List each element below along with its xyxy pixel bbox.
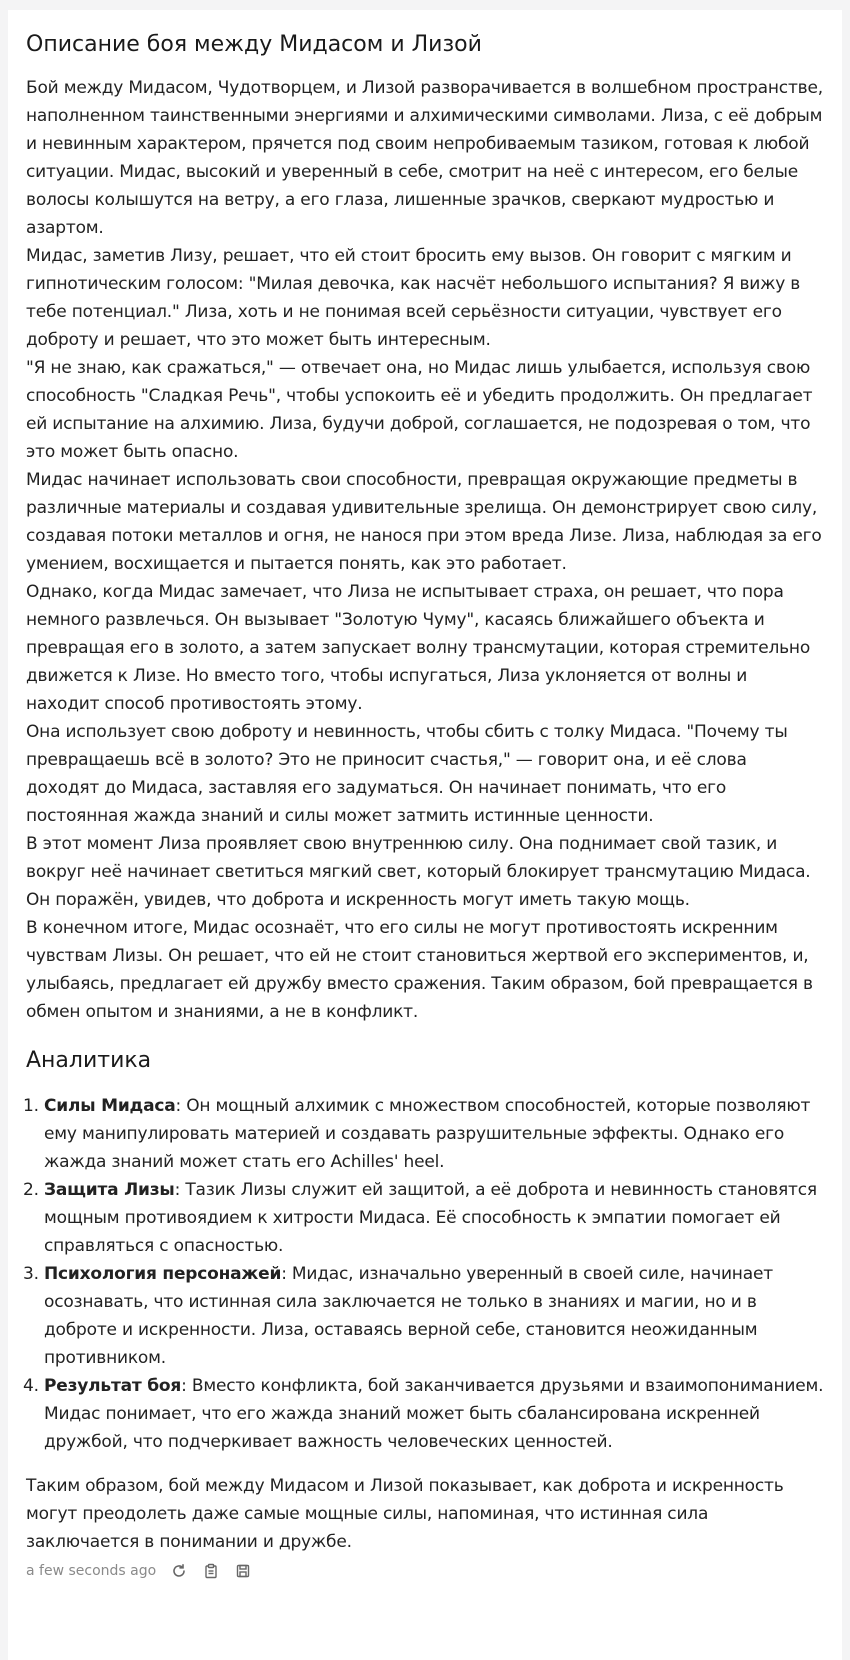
paragraph: Мидас, заметив Лизу, решает, что ей стоит бросить ему вызов. Он говорит с мягким и гипнотическим голосом: "Милая девочка, как насчёт небольшого испытания? Я вижу в тебе потенциал." Лиза, хоть и не понимая всей серьёзности ситуации, чувствует его доброту и решает, что это может быть интересным. (26, 246, 801, 350)
paragraph: Она использует свою доброту и невинность, чтобы сбить с толку Мидаса. "Почему ты превращаешь всё в золото? Это не приносит счастья," — говорит она, и её слова доходят до Мидаса, заставляя его задуматься. Он начинает понимать, что его постоянная жажда знаний и силы может затмить истинные ценности. (26, 722, 788, 826)
list-item-text: : Мидас, изначально уверенный в своей силе, начинает осознавать, что истинная сила заключается не только в знаниях и магии, но и в доброте и искренности. Лиза, оставаясь верной себе, становится неожиданным противником. (44, 1264, 773, 1368)
list-item-title: Силы Мидаса (44, 1096, 176, 1116)
clipboard-icon[interactable] (202, 1562, 220, 1580)
paragraph: Мидас начинает использовать свои способности, превращая окружающие предметы в различные материалы и создавая удивительные зрелища. Он демонстрирует свою силу, создавая потоки металлов и огня, не нанося при этом вреда Лизе. Лиза, наблюдая за его умением, восхищается и пытается понять, как это работает. (26, 470, 822, 574)
save-icon[interactable] (234, 1562, 252, 1580)
list-item (44, 1176, 824, 1260)
list-item (44, 1372, 824, 1456)
list-item-text: : Он мощный алхимик с множеством способностей, которые позволяют ему манипулировать материей и создавать разрушительные эффекты. Однако его жажда знаний может стать его Achilles' heel. (44, 1096, 811, 1172)
list-item (44, 1092, 824, 1176)
message-footer (26, 1562, 824, 1580)
list-item-title: Результат боя (44, 1376, 182, 1396)
list-item-text: : Тазик Лизы служит ей защитой, а её доброта и невинность становятся мощным противоядием к хитрости Мидаса. Её способность к эмпатии помогает ей справляться с опасностью. (44, 1180, 817, 1256)
message-card (8, 10, 842, 1660)
conclusion: Таким образом, бой между Мидасом и Лизой показывает, как доброта и искренность могут преодолеть даже самые мощные силы, напоминая, что истинная сила заключается в понимании и дружбе. (26, 1476, 784, 1552)
paragraph: "Я не знаю, как сражаться," — отвечает она, но Мидас лишь улыбается, используя свою способность "Сладкая Речь", чтобы успокоить её и убедить продолжить. Он предлагает ей испытание на алхимию. Лиза, будучи доброй, соглашается, не подозревая о том, что это может быть опасно. (26, 358, 813, 462)
analytics-heading: Аналитика (26, 1048, 152, 1073)
timestamp: a few seconds ago (26, 1563, 157, 1579)
paragraph: Однако, когда Мидас замечает, что Лиза не испытывает страха, он решает, что пора немного развлечься. Он вызывает "Золотую Чуму", касаясь ближайшего объекта и превращая его в золото, а затем запускает волну трансмутации, которая стремительно движется к Лизе. Но вместо того, чтобы испугаться, Лиза уклоняется от волны и находит способ противостоять этому. (26, 582, 811, 714)
paragraph: В конечном итоге, Мидас осознаёт, что его силы не могут противостоять искренним чувствам Лизы. Он решает, что ей не стоит становиться жертвой его экспериментов, и, улыбаясь, предлагает ей дружбу вместо сражения. Таким образом, бой превращается в обмен опытом и знаниями, а не в конфликт. (26, 918, 813, 1022)
article-body (26, 74, 824, 1026)
paragraph: Бой между Мидасом, Чудотворцем, и Лизой разворачивается в волшебном пространстве, наполненном таинственными энергиями и алхимическими символами. Лиза, с её добрым и невинным характером, прячется под своим непробиваемым тазиком, готовая к любой ситуации. Мидас, высокий и уверенный в себе, смотрит на неё с интересом, его белые волосы колышутся на ветру, а его глаза, лишенные зрачков, сверкают мудростью и азартом. (26, 78, 823, 238)
list-item-text: : Вместо конфликта, бой заканчивается друзьями и взаимопониманием. Мидас понимает, что его жажда знаний может быть сбалансирована искренней дружбой, что подчеркивает важность человеческих ценностей. (44, 1376, 824, 1452)
list-item-title: Защита Лизы (44, 1180, 175, 1200)
article-title: Описание боя между Мидасом и Лизой (26, 32, 482, 57)
paragraph: В этот момент Лиза проявляет свою внутреннюю силу. Она поднимает свой тазик, и вокруг неё начинает светиться мягкий свет, который блокирует трансмутацию Мидаса. Он поражён, увидев, что доброта и искренность могут иметь такую мощь. (26, 834, 811, 910)
refresh-icon[interactable] (170, 1562, 188, 1580)
list-item (44, 1260, 824, 1372)
analytics-list (26, 1092, 824, 1456)
list-item-title: Психология персонажей (44, 1264, 282, 1284)
